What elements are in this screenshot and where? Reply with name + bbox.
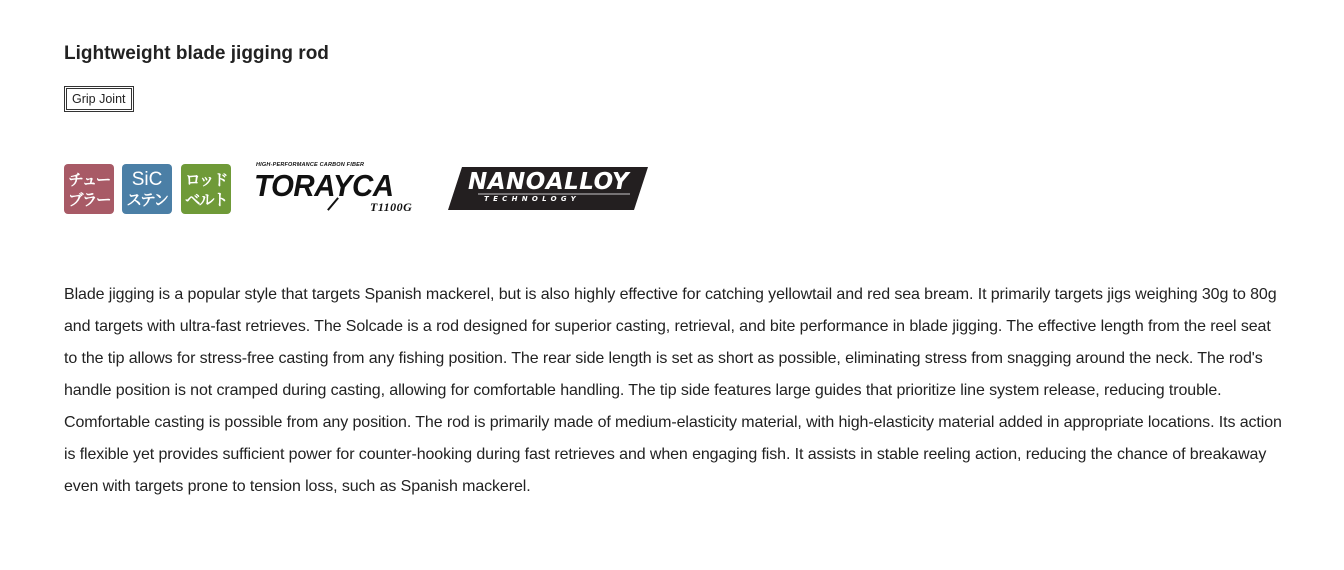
torayca-subtitle: HIGH-PERFORMANCE CARBON FIBER (256, 162, 365, 168)
nanoalloy-logo (448, 167, 648, 210)
sic-label-line1: SiC (131, 168, 163, 190)
sic-label-line2: ステン (126, 190, 168, 209)
nanoalloy-name: NANOALLOY (468, 169, 630, 195)
sic-stainless-icon (122, 164, 172, 214)
tube-puller-label-line2: ブラー (67, 190, 110, 209)
product-title: Lightweight blade jigging rod (64, 43, 329, 64)
tube-puller-label-line1: チュー (68, 170, 110, 189)
nanoalloy-subtitle: TECHNOLOGY (484, 195, 581, 203)
torayca-name: TORAYCA (254, 168, 394, 203)
product-description: Blade jigging is a popular style that targets Spanish mackerel, but is also highly effective for catching yellowtail and red sea bream. It primarily targets jigs weighing 30g to 80g and targets with ultra-fast retrieves. The Solcade is a rod designed for superior casting, retrieval, and bite performance in blade jigging. The effective length from the reel seat to the tip allows for stress-free casting from any fishing position. The rear side length is set as short as possible, eliminating stress from snagging around the neck. The rod's handle position is not cramped during casting, allowing for comfortable handling. The tip side features large guides that prioritize line system release, reducing trouble. Comfortable casting is possible from any position. The rod is primarily made of medium-elasticity material, with high-elasticity material added in appropriate locations. Its action is flexible yet provides sufficient power for counter-hooking during fast retrieves and when engaging fish. It assists in stable reeling action, reducing the chance of breakaway even with targets prone to tension loss, such as Spanish mackerel. (64, 286, 1282, 495)
torayca-grade: T1100G (370, 200, 413, 214)
feature-icons-row (64, 160, 664, 218)
tube-puller-icon (64, 164, 114, 214)
grip-joint-badge: Grip Joint (64, 86, 134, 112)
rod-belt-label-line2: ベルト (184, 190, 227, 209)
rod-belt-icon (181, 164, 231, 214)
torayca-logo (254, 160, 426, 218)
rod-belt-label-line1: ロッド (185, 170, 227, 189)
